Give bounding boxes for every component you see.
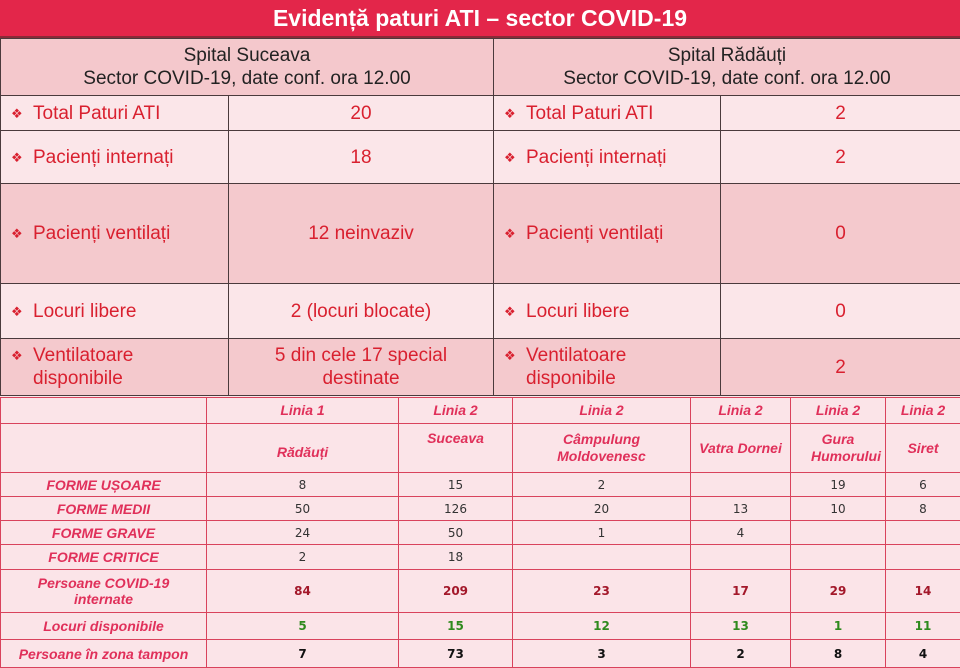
cell: 1 bbox=[791, 613, 886, 640]
page-title: Evidență paturi ATI – sector COVID-19 bbox=[0, 0, 960, 38]
cell: 20 bbox=[513, 497, 691, 521]
cell: 84 bbox=[207, 570, 399, 613]
hospital-header-radauti bbox=[494, 39, 960, 96]
cell bbox=[791, 545, 886, 570]
row-label: Total Paturi ATI bbox=[526, 102, 653, 125]
bullet-icon: ❖ bbox=[11, 300, 33, 323]
cell bbox=[886, 521, 960, 545]
cell: 8 bbox=[791, 640, 886, 668]
row-admitted bbox=[1, 131, 960, 184]
cell: 14 bbox=[886, 570, 960, 613]
value-cell: 0 bbox=[721, 184, 960, 284]
cell: 29 bbox=[791, 570, 886, 613]
row-label: Pacienți internați bbox=[526, 146, 666, 169]
hospital-name: Spital Rădăuți bbox=[494, 44, 960, 67]
table-row bbox=[1, 545, 960, 570]
row-label: FORME CRITICE bbox=[1, 545, 207, 570]
hospital-header-suceava bbox=[1, 39, 494, 96]
row-label: Pacienți ventilați bbox=[526, 222, 663, 245]
bullet-icon: ❖ bbox=[11, 146, 33, 169]
row-label: Total Paturi ATI bbox=[33, 102, 160, 125]
row-label: Pacienți internați bbox=[33, 146, 173, 169]
value-cell: 2 bbox=[721, 131, 960, 184]
label-cell bbox=[1, 339, 229, 396]
line-label: Linia 2 bbox=[513, 398, 691, 424]
row-label: Persoane COVID-19 internate bbox=[1, 570, 207, 613]
cell bbox=[886, 545, 960, 570]
cell: 6 bbox=[886, 473, 960, 497]
cell bbox=[691, 473, 791, 497]
row-label: Locuri libere bbox=[33, 300, 137, 323]
label-cell bbox=[494, 284, 721, 339]
row-label: Persoane în zona tampon bbox=[1, 640, 207, 668]
city-label: Suceava bbox=[399, 424, 513, 473]
cell: 7 bbox=[207, 640, 399, 668]
value-cell: 18 bbox=[229, 131, 494, 184]
cell: 12 bbox=[513, 613, 691, 640]
bullet-icon: ❖ bbox=[504, 146, 526, 169]
bullet-icon: ❖ bbox=[504, 300, 526, 323]
table-row bbox=[1, 521, 960, 545]
bullet-icon: ❖ bbox=[11, 344, 33, 367]
value-cell: 2 bbox=[721, 339, 960, 396]
value-cell: 12 neinvaziv bbox=[229, 184, 494, 284]
value-cell: 2 (locuri blocate) bbox=[229, 284, 494, 339]
cell: 10 bbox=[791, 497, 886, 521]
label-cell bbox=[1, 131, 229, 184]
row-label: Ventilatoare disponibile bbox=[33, 344, 183, 390]
cell: 24 bbox=[207, 521, 399, 545]
row-label: FORME GRAVE bbox=[1, 521, 207, 545]
cell: 15 bbox=[399, 473, 513, 497]
city-label: Câmpulung Moldovenesc bbox=[513, 424, 691, 473]
hospital-name: Spital Suceava bbox=[1, 44, 493, 67]
cell bbox=[513, 545, 691, 570]
bullet-icon: ❖ bbox=[504, 102, 526, 125]
hospital-header-row bbox=[1, 39, 960, 96]
table-row bbox=[1, 473, 960, 497]
bullet-icon: ❖ bbox=[11, 102, 33, 125]
table-row bbox=[1, 640, 960, 668]
cell: 1 bbox=[513, 521, 691, 545]
cell: 50 bbox=[207, 497, 399, 521]
cell: 2 bbox=[691, 640, 791, 668]
corner-cell bbox=[1, 398, 207, 424]
cell: 2 bbox=[207, 545, 399, 570]
cell: 18 bbox=[399, 545, 513, 570]
row-label: FORME MEDII bbox=[1, 497, 207, 521]
row-label: FORME UȘOARE bbox=[1, 473, 207, 497]
value-cell: 20 bbox=[229, 96, 494, 131]
lines-table bbox=[0, 397, 960, 668]
cell: 73 bbox=[399, 640, 513, 668]
cell: 5 bbox=[207, 613, 399, 640]
hospital-subtitle: Sector COVID-19, date conf. ora 12.00 bbox=[494, 67, 960, 90]
cell: 8 bbox=[886, 497, 960, 521]
row-label: Locuri libere bbox=[526, 300, 630, 323]
cell bbox=[691, 545, 791, 570]
line-label: Linia 1 bbox=[207, 398, 399, 424]
cell: 17 bbox=[691, 570, 791, 613]
label-cell bbox=[494, 96, 721, 131]
value-cell: 0 bbox=[721, 284, 960, 339]
cell: 4 bbox=[886, 640, 960, 668]
city-label: Gura Humorului bbox=[791, 424, 886, 473]
city-label: Vatra Dornei bbox=[691, 424, 791, 473]
table-row bbox=[1, 497, 960, 521]
bullet-icon: ❖ bbox=[504, 344, 526, 367]
value-cell: 5 din cele 17 special destinate bbox=[229, 339, 494, 396]
hospital-subtitle: Sector COVID-19, date conf. ora 12.00 bbox=[1, 67, 493, 90]
cell: 23 bbox=[513, 570, 691, 613]
row-ventilators bbox=[1, 339, 960, 396]
label-cell bbox=[1, 184, 229, 284]
cell: 4 bbox=[691, 521, 791, 545]
cell: 126 bbox=[399, 497, 513, 521]
cell bbox=[791, 521, 886, 545]
cell: 3 bbox=[513, 640, 691, 668]
city-label: Rădăuți bbox=[207, 424, 399, 473]
label-cell bbox=[1, 96, 229, 131]
corner-cell bbox=[1, 424, 207, 473]
city-label: Siret bbox=[886, 424, 960, 473]
city-header-row bbox=[1, 424, 960, 473]
row-label: Locuri disponibile bbox=[1, 613, 207, 640]
bullet-icon: ❖ bbox=[11, 222, 33, 245]
ati-beds-table bbox=[0, 38, 960, 396]
bullet-icon: ❖ bbox=[504, 222, 526, 245]
line-label: Linia 2 bbox=[886, 398, 960, 424]
cell: 13 bbox=[691, 613, 791, 640]
label-cell bbox=[494, 184, 721, 284]
line-label: Linia 2 bbox=[399, 398, 513, 424]
cell: 11 bbox=[886, 613, 960, 640]
table-row bbox=[1, 570, 960, 613]
cell: 2 bbox=[513, 473, 691, 497]
label-cell bbox=[494, 339, 721, 396]
row-free-beds bbox=[1, 284, 960, 339]
cell: 8 bbox=[207, 473, 399, 497]
row-total-beds bbox=[1, 96, 960, 131]
line-label: Linia 2 bbox=[791, 398, 886, 424]
cell: 15 bbox=[399, 613, 513, 640]
line-header-row bbox=[1, 398, 960, 424]
value-cell: 2 bbox=[721, 96, 960, 131]
line-label: Linia 2 bbox=[691, 398, 791, 424]
cell: 209 bbox=[399, 570, 513, 613]
label-cell bbox=[1, 284, 229, 339]
row-label: Ventilatoare disponibile bbox=[526, 344, 676, 390]
cell: 50 bbox=[399, 521, 513, 545]
cell: 13 bbox=[691, 497, 791, 521]
table-row bbox=[1, 613, 960, 640]
cell: 19 bbox=[791, 473, 886, 497]
label-cell bbox=[494, 131, 721, 184]
row-label: Pacienți ventilați bbox=[33, 222, 170, 245]
row-ventilated bbox=[1, 184, 960, 284]
